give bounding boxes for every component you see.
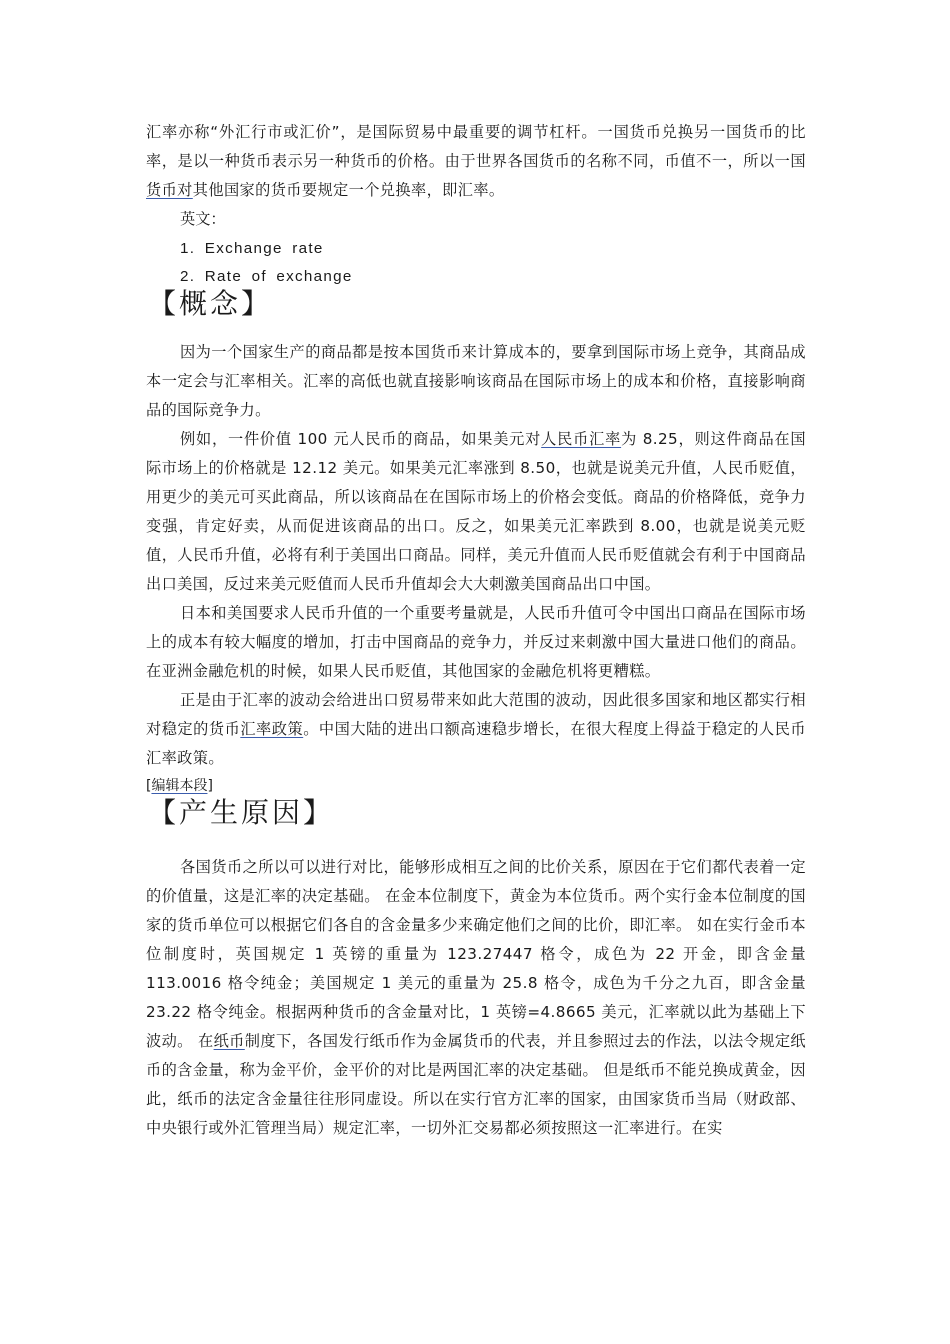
- edit-bracket-close: ]: [207, 778, 213, 794]
- link-exchange-rate-policy[interactable]: 汇率政策: [240, 720, 304, 738]
- concept-paragraph-1: 因为一个国家生产的商品都是按本国货币来计算成本的，要拿到国际市场上竞争，其商品成本一定会与汇率相关。汇率的高低也就直接影响该商品在国际市场上的成本和价格，直接影响商品的国际竞争力。: [146, 343, 806, 419]
- document-page: [146, 118, 806, 1143]
- section-heading-cause: 【产生原因】: [148, 796, 335, 829]
- link-currency-pair[interactable]: 货币对: [146, 181, 193, 199]
- link-rmb-exchange-rate[interactable]: 人民币汇率: [541, 430, 622, 448]
- concept-text-part: 为 8.25，则这件商品在国际市场上的价格就是 12.12 美元。如果美元汇率涨到 8.50，也就是说美元升值，人民币贬值，用更少的美元可买此商品，所以该商品在在国际市场上的价格会变低。商品的价格降低，竞争力变强，肯定好卖，从而促进该商品的出口。反之，如果美元汇率跌到 8.00，也就是说美元贬值，人民币升值，必将有利于美国出口商品。同样，美元升值而人民币贬值就会有利于中国商品出口美国，反过来美元贬值而人民币升值却会大大刺激美国商品出口中国。: [146, 430, 807, 593]
- intro-text-part: 汇率亦称“外汇行市或汇价”，是国际贸易中最重要的调节杠杆。一国货币兑换另一国货币的比率，是以一种货币表示另一种货币的价格。由于世界各国货币的名称不同，币值不一，所以一国: [146, 123, 806, 170]
- english-item-1: 1. Exchange rate: [180, 240, 324, 257]
- english-label: 英文：: [180, 210, 226, 228]
- concept-paragraph-4: [146, 686, 806, 773]
- edit-section-label[interactable]: 编辑本段: [151, 778, 208, 794]
- concept-paragraph-3: 日本和美国要求人民币升值的一个重要考量就是，人民币升值可令中国出口商品在国际市场上的成本有较大幅度的增加，打击中国商品的竞争力，并反过来刺激中国大量进口他们的商品。在亚洲金融危机的时候，如果人民币贬值，其他国家的金融危机将更糟糕。: [146, 604, 806, 680]
- intro-text-part: 其他国家的货币要规定一个兑换率，即汇率。: [192, 181, 505, 199]
- edit-bracket-open: [: [146, 778, 152, 794]
- intro-paragraph: [146, 118, 806, 205]
- concept-text-part: 正是由于汇率的波动会给进出口贸易带来如此大范围的波动，因此很多国家和地区都实行相对稳定的货币: [146, 691, 806, 738]
- cause-text-part: 制度下，各国发行纸币作为金属货币的代表，并且参照过去的作法，以法令规定纸币的含金量，称为金平价，金平价的对比是两国汇率的决定基础。 但是纸币不能兑换成黄金，因此，纸币的法定含金量往往形同虚设。所以在实行官方汇率的国家，由国家货币当局（财政部、中央银行或外汇管理当局）规定汇率，一切外汇交易都必须按照这一汇率进行。在实: [146, 1032, 806, 1137]
- english-item-2: 2. Rate of exchange: [180, 268, 353, 285]
- concept-text-part: 。中国大陆的进出口额高速稳步增长，在很大程度上得益于稳定的人民币汇率政策。: [146, 720, 806, 767]
- section-heading-concept: 【概念】: [148, 287, 273, 320]
- link-paper-money[interactable]: 纸币: [213, 1032, 245, 1050]
- concept-paragraph-2: [146, 425, 806, 599]
- cause-paragraph-1: [146, 853, 806, 1143]
- concept-text-part: 例如，一件价值 100 元人民币的商品，如果美元对: [180, 430, 542, 448]
- cause-text-part: 各国货币之所以可以进行对比，能够形成相互之间的比价关系，原因在于它们都代表着一定的价值量，这是汇率的决定基础。 在金本位制度下，黄金为本位货币。两个实行金本位制度的国家的货币单位可以根据它们各自的含金量多少来确定他们之间的比价，即汇率。 如在实行金币本位制度时，英国规定 1 英镑的重量为 123.27447 格令，成色为 22 开金，即含金量 113.0016 格令纯金；美国规定 1 美元的重量为 25.8 格令，成色为千分之九百，即含金量 23.22 格令纯金。根据两种货币的含金量对比，1 英镑=4.8665 美元，汇率就以此为基础上下波动。 在: [146, 858, 806, 1050]
